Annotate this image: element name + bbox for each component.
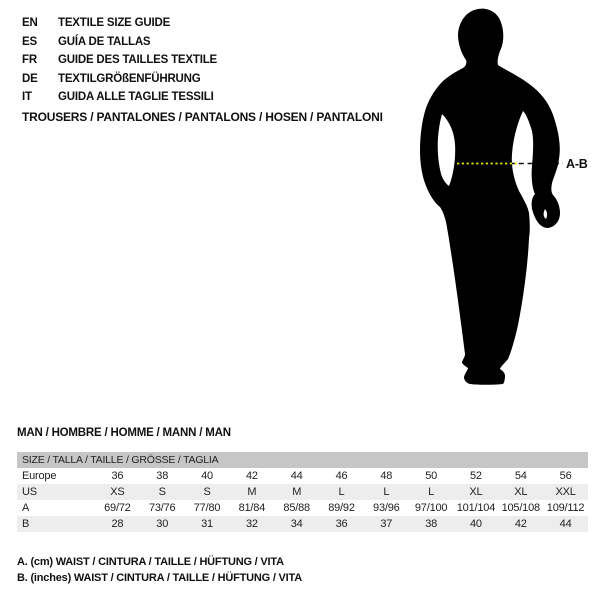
size-cell: XL xyxy=(469,486,483,498)
language-list xyxy=(22,14,217,107)
note-waist-inches: B. (inches) WAIST / CINTURA / TAILLE / HÜFTUNG / VITA xyxy=(17,572,302,585)
size-cell: 30 xyxy=(156,518,169,530)
waist-measure-label: A-B xyxy=(566,157,588,171)
size-cell: 42 xyxy=(514,518,527,530)
size-cell: 42 xyxy=(245,470,258,482)
size-cell: XXL xyxy=(555,486,576,498)
size-cell: L xyxy=(428,486,435,498)
size-cell: 56 xyxy=(559,470,572,482)
size-cell: XS xyxy=(110,486,125,498)
size-table-row-europe xyxy=(17,468,588,484)
size-table-header: SIZE / TALLA / TAILLE / GRÖSSE / TAGLIA xyxy=(17,452,588,468)
size-table-rows xyxy=(17,468,588,532)
size-cell: L xyxy=(383,486,390,498)
row-label: Europe xyxy=(22,470,57,482)
size-cell: 36 xyxy=(335,518,348,530)
size-cell: 28 xyxy=(111,518,124,530)
row-label: B xyxy=(22,518,30,530)
row-label: US xyxy=(22,486,37,498)
size-cell: 44 xyxy=(559,518,572,530)
size-cell: 37 xyxy=(380,518,393,530)
man-silhouette-path xyxy=(420,9,560,385)
size-cell: 44 xyxy=(290,470,303,482)
size-cell: 97/100 xyxy=(414,502,448,514)
size-cell: 32 xyxy=(245,518,258,530)
measurement-notes xyxy=(17,554,302,586)
language-code: ES xyxy=(22,35,37,48)
size-cell: M xyxy=(247,486,257,498)
row-label: A xyxy=(22,502,30,514)
language-row-es xyxy=(22,33,217,52)
size-cell: 48 xyxy=(380,470,393,482)
size-cell: 109/112 xyxy=(546,502,585,514)
language-code: DE xyxy=(22,72,38,85)
size-cell: 89/92 xyxy=(328,502,355,514)
size-cell: 85/88 xyxy=(283,502,310,514)
size-table-row-b xyxy=(17,516,588,532)
size-cell: 34 xyxy=(290,518,303,530)
size-cell: S xyxy=(203,486,211,498)
language-code: EN xyxy=(22,17,38,29)
category-title: TROUSERS / PANTALONES / PANTALONS / HOSEN / PANTALONI xyxy=(22,110,383,124)
language-code: IT xyxy=(22,91,32,103)
size-cell: S xyxy=(158,486,166,498)
size-cell: 81/84 xyxy=(238,502,266,514)
language-title: GUÍA DE TALLAS xyxy=(58,35,151,48)
man-silhouette-figure xyxy=(410,0,600,400)
size-cell: 36 xyxy=(111,470,124,482)
size-cell: M xyxy=(292,486,302,498)
size-cell: 73/76 xyxy=(148,502,176,514)
language-title: TEXTILE SIZE GUIDE xyxy=(58,17,171,29)
size-table xyxy=(17,452,588,532)
size-cell: 105/108 xyxy=(501,502,540,514)
size-cell: 40 xyxy=(470,518,482,530)
size-cell: 50 xyxy=(425,470,438,482)
language-title: GUIDA ALLE TAGLIE TESSILI xyxy=(58,91,214,103)
size-cell: 40 xyxy=(201,470,213,482)
language-code: FR xyxy=(22,54,37,66)
size-cell: 54 xyxy=(514,470,527,482)
size-cell: 93/96 xyxy=(373,502,400,514)
size-table-row-us xyxy=(17,484,588,500)
language-row-de xyxy=(22,70,217,89)
size-cell: 77/80 xyxy=(193,502,221,514)
language-row-it xyxy=(22,88,217,107)
size-cell: 38 xyxy=(156,470,169,482)
language-title: TEXTILGRÖßENFÜHRUNG xyxy=(58,72,201,85)
size-cell: XL xyxy=(514,486,528,498)
size-cell: 52 xyxy=(470,470,482,482)
language-row-fr xyxy=(22,51,217,70)
size-cell: 31 xyxy=(201,518,213,530)
language-row-en xyxy=(22,14,217,33)
size-table-row-a xyxy=(17,500,588,516)
size-cell: L xyxy=(338,486,345,498)
size-cell: 69/72 xyxy=(104,502,131,514)
size-cell: 101/104 xyxy=(456,502,496,514)
note-waist-cm: A. (cm) WAIST / CINTURA / TAILLE / HÜFTUNG / VITA xyxy=(17,556,284,568)
size-cell: 38 xyxy=(425,518,438,530)
language-title: GUIDE DES TAILLES TEXTILE xyxy=(58,54,217,66)
size-cell: 46 xyxy=(335,470,348,482)
section-title-man: MAN / HOMBRE / HOMME / MANN / MAN xyxy=(17,427,231,439)
